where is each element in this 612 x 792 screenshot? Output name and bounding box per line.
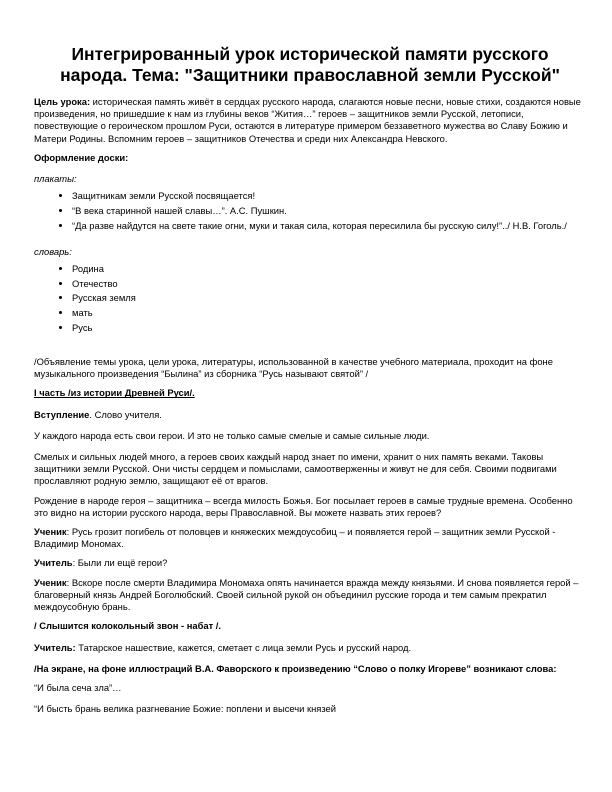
teacher-text: Татарское нашествие, кажется, сметает с лица земли Русь и русский народ. <box>75 641 412 653</box>
teacher-label: Учитель <box>34 557 73 569</box>
intro-text: . Слово учителя. <box>89 408 162 420</box>
teacher-line <box>34 642 586 654</box>
student-line <box>34 577 586 614</box>
list-item: • “Да разве найдутся на свете такие огни, муки и такая сила, которая пересилила бы русскую силу!”../ Н.В. Гоголь./ <box>72 220 586 232</box>
student-text: : Русь грозит погибель от половцев и княжеских междоусобиц – и появляется герой – защитник земли Русской - Владимир Мономах. <box>34 526 556 550</box>
vocab-list <box>34 263 586 334</box>
paragraph: У каждого народа есть свои герои. И это не только самые смелые и самые сильные люди. <box>34 429 430 441</box>
student-label: Ученик <box>34 576 67 588</box>
list-item: • Отечество <box>72 278 586 290</box>
posters-list <box>34 190 586 232</box>
stage-direction: /На экране, на фоне иллюстраций В.А. Фаворского к произведению “Слово о полку Игореве” возникают слова: <box>34 662 557 674</box>
student-line <box>34 526 586 550</box>
quote: “И была сеча зла”… <box>34 681 122 693</box>
teacher-line <box>34 557 586 569</box>
stage-direction: / Слышится колокольный звон - набат /. <box>34 620 222 632</box>
teacher-label: Учитель: <box>34 641 76 653</box>
list-item: • Русь <box>72 322 586 334</box>
paragraph: Рождение в народе героя – защитника – всегда милость Божья. Бог посылает героев в самые трудные времена. Особенно это видно на истории русского народа, веры Православной. Вы можете назвать этих героев? <box>34 494 573 518</box>
list-item: • мать <box>72 307 586 319</box>
list-item: • Русская земля <box>72 292 586 304</box>
quote: “И бысть брань велика разгневание Божие: поплени и высечи князей <box>34 703 337 715</box>
paragraph: Смелых и сильных людей много, а героев своих каждый народ знает по имени, хранит о них память веками. Таковы защитники земли Русской. Они чисты сердцем и помыслами, самоотверженны и живут не для себя. Своими подвигами прославляют родную землю, защищают её от врагов. <box>34 451 557 487</box>
board-heading: Оформление доски: <box>34 151 129 163</box>
teacher-text: : Были ли ещё герои? <box>72 557 168 569</box>
list-item: • Родина <box>72 263 586 275</box>
intro-paragraph <box>34 409 586 421</box>
student-text: : Вскоре после смерти Владимира Мономаха опять начинается вражда между князьями. И снова появляется герой – благоверный князь Андрей Боголюбский. Своей сильной рукой он объединил русские города и тем самым прекратил междоусобную брань. <box>34 576 579 613</box>
list-item: • Защитникам земли Русской посвящается! <box>72 190 586 202</box>
lesson-goal <box>34 96 586 145</box>
student-label: Ученик <box>34 526 67 538</box>
posters-label: плакаты: <box>34 173 77 185</box>
goal-label: Цель урока: <box>34 96 91 107</box>
announcement: /Объявление темы урока, цели урока, литературы, использованной в качестве учебного материала, проходит на фоне музыкального произведения “Былина” из сборника “Русь называют святой” / <box>34 356 553 380</box>
intro-label: Вступление <box>34 408 90 420</box>
document-title: Интегрированный урок исторической памяти русского народа. Тема: "Защитники православной земли Русской" <box>60 44 560 85</box>
vocab-label: словарь: <box>34 245 72 257</box>
goal-text: историческая память живёт в сердцах русского народа, слагаются новые песни, новые стихи, создаются новые произведения, но пришедшие к нам из глубины веков “Жития…” героев – защитников земли Русской, летописи, повествующие о героическом прошлом Руси, остаются в литературе примером беззаветного мужества во Славу Божию и Матери Родины. Вспомним героев – защитников Отечества и среди них Александра Невского. <box>34 96 581 144</box>
list-item: • “В века старинной нашей славы…”. А.С. Пушкин. <box>72 205 586 217</box>
part1-heading: I часть /из истории Древней Руси/. <box>34 387 195 399</box>
